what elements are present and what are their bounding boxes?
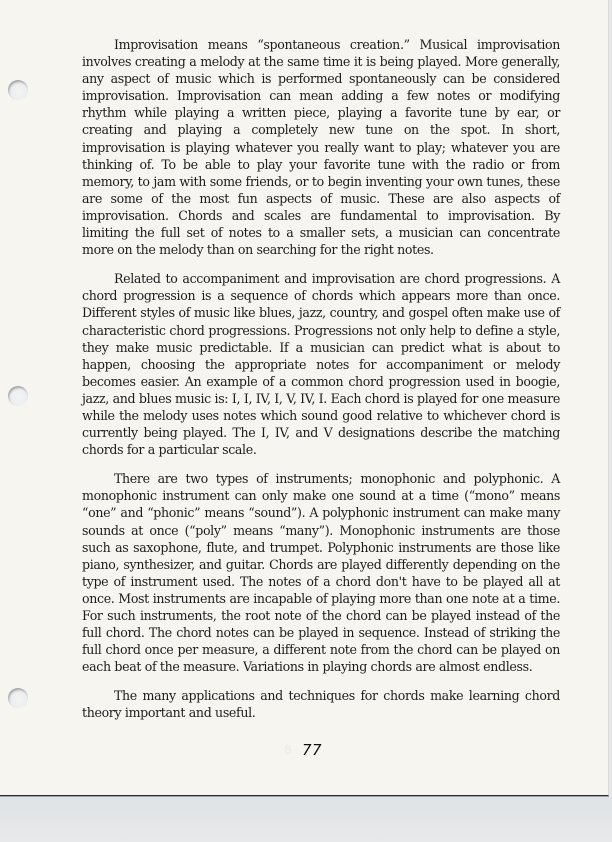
paragraph-instrument-types: There are two types of instruments; monophonic and polyphonic. A monophonic instrument can only make one sound at a time (“mono” means “one” and “phonic” means “sound”). A polyphonic instrument can make many sounds at once (“poly” means “many”). Monophonic instruments are those such as saxophone, flute, and trumpet. Polyphonic instruments are those like piano, synthesizer, and guitar. Chords are played differently depending on the type of instrument used. The notes of a chord don't have to be played all at once. Most instruments are incapable of playing more than one note at a time. For such instruments, the root note of the chord can be played instead of the full chord. The chord notes can be played in sequence. Instead of striking the full chord once per measure, a different note from the chord can be played on each beat of the measure. Variations in playing chords are almost endless.: [82, 471, 560, 675]
paragraph-improvisation: Improvisation means “spontaneous creation.” Musical improvisation involves creating a melody at the same time it is being played. More generally, any aspect of music which is performed spontaneously can be considered improvisation. Improvisation can mean adding a few notes or modifying rhythm while playing a written piece, playing a favorite tune by ear, or creating and playing a completely new tune on the spot. In short, improvisation is playing whatever you really want to play; whatever you are thinking of. To be able to play your favorite tune with the radio or from memory, to jam with some friends, or to begin inventing your own tunes, these are some of the most fun aspects of music. These are also aspects of improvisation. Chords and scales are fundamental to improvisation. By limiting the full set of notes to a smaller sets, a musician can concentrate more on the melody than on searching for the right notes.: [82, 37, 560, 258]
binder-hole-icon: [8, 386, 28, 406]
faint-scan-mark: 8: [284, 743, 292, 757]
paragraph-chord-progressions: Related to accompaniment and improvisation are chord progressions. A chord progression is a sequence of chords which appears more than once. Different styles of music like blues, jazz, country, and gospel often make use of characteristic chord progressions. Progressions not only help to define a style, they make music predictable. If a musician can predict what is about to happen, choosing the appropriate notes for accompaniment or melody becomes easier. An example of a common chord progression used in boogie, jazz, and blues music is: I, I, IV, I, V, IV, I. Each chord is played for one measure while the melody uses notes which sound good relative to whichever chord is currently being played. The I, IV, and V designations describe the matching chords for a particular scale.: [82, 271, 560, 458]
binder-hole-icon: [8, 80, 28, 100]
scanner-bed-background: [0, 797, 612, 842]
binder-hole-icon: [8, 688, 28, 708]
body-text: [82, 36, 560, 734]
page-number: 77: [302, 741, 323, 759]
paragraph-conclusion: The many applications and techniques for chords make learning chord theory important and useful.: [82, 688, 560, 721]
